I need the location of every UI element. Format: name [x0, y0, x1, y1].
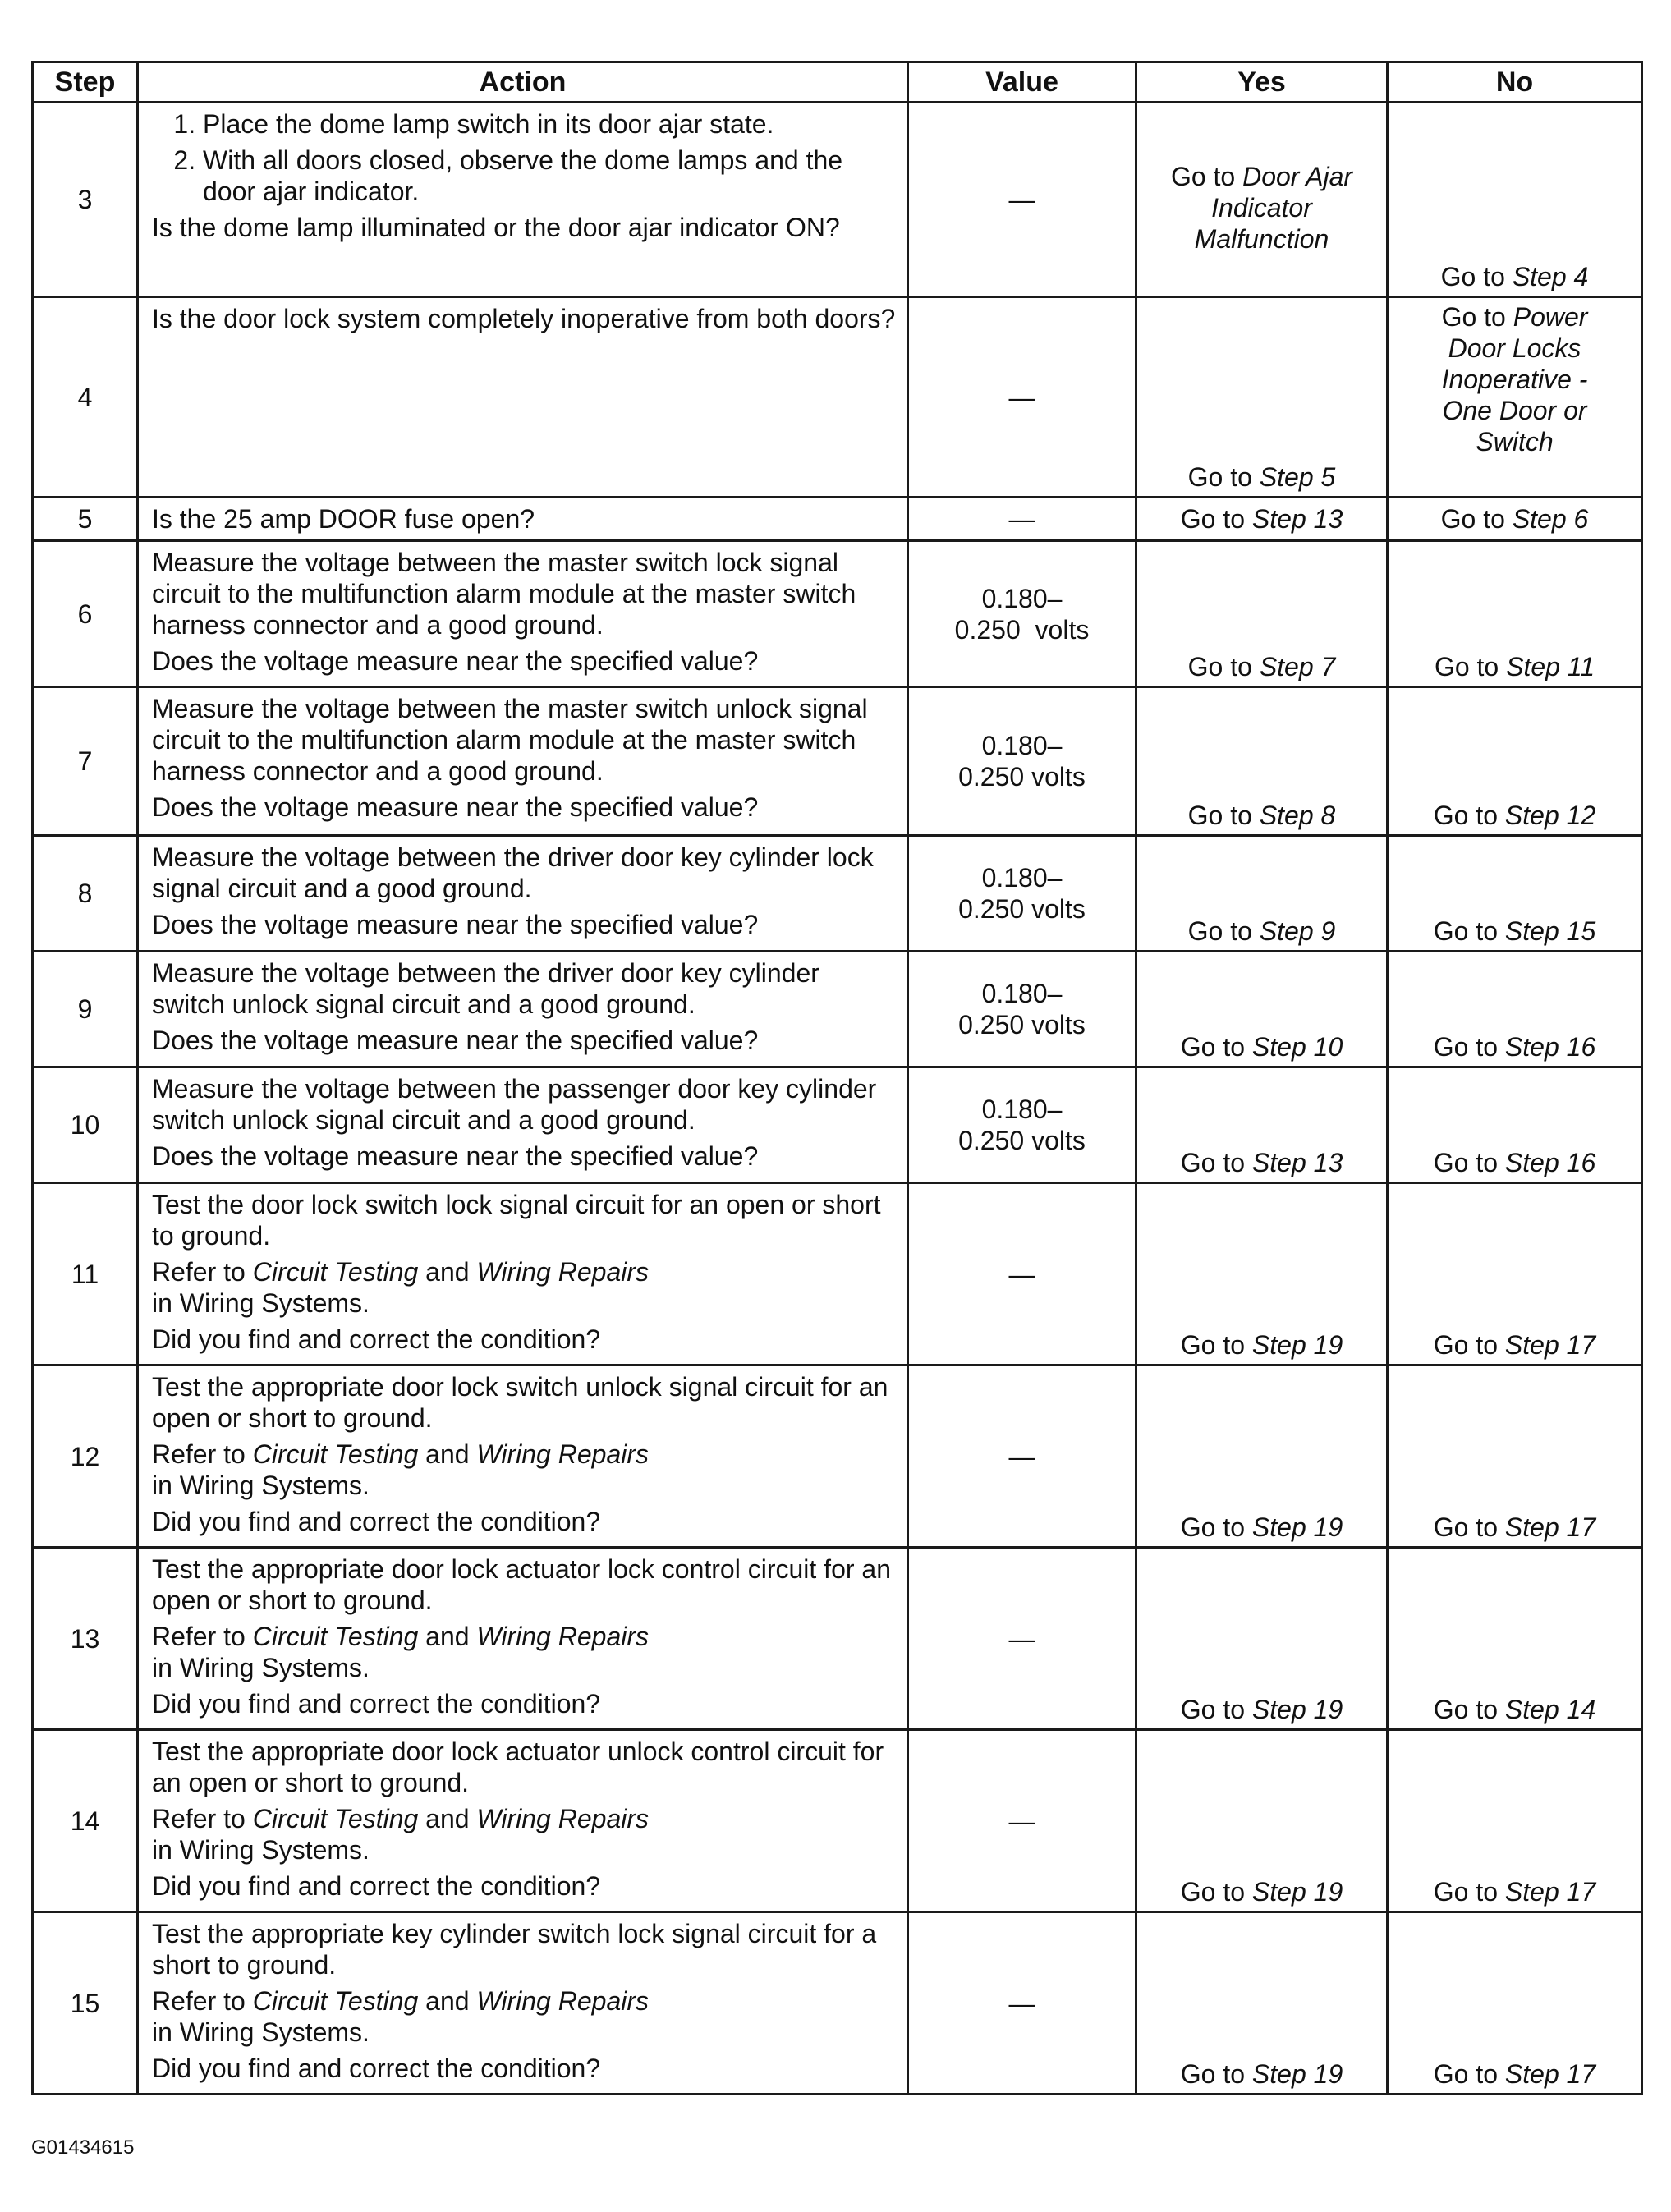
no-result: Go to Step 17	[1433, 1330, 1596, 1360]
table-row	[33, 498, 1642, 541]
value-cell: —	[908, 1548, 1136, 1730]
yes-result: Go to Step 13	[1180, 1148, 1343, 1177]
action-refer: Refer to Circuit Testing and Wiring Repairs in Wiring Systems.	[152, 1804, 649, 1865]
yes-cell	[1136, 1183, 1388, 1365]
no-step-ref: Step 14	[1504, 1695, 1596, 1724]
wiring-repairs-ref: Wiring Repairs	[476, 1804, 649, 1833]
table-row	[33, 1730, 1642, 1912]
no-cell	[1388, 541, 1642, 687]
table-row	[33, 1365, 1642, 1548]
no-result: Go to Step 4	[1440, 262, 1589, 291]
yes-step-ref: Step 9	[1259, 916, 1336, 946]
yes-step-ref: Step 13	[1251, 504, 1343, 534]
table-row	[33, 1912, 1642, 2095]
action-text: Test the appropriate door lock actuator lock control circuit for an open or short to ground.	[152, 1554, 891, 1615]
action-question: Does the voltage measure near the specified value?	[152, 646, 759, 676]
step-number: 15	[33, 1912, 138, 2095]
action-question: Does the voltage measure near the specified value?	[152, 1026, 759, 1055]
no-result: Go to Step 14	[1433, 1695, 1596, 1724]
action-text: Measure the voltage between the driver door key cylinder switch unlock signal circuit and a good ground.	[152, 958, 819, 1019]
no-step-ref: Step 17	[1504, 1512, 1596, 1542]
yes-result: Go to Door Ajar Indicator Malfunction	[1170, 162, 1353, 254]
wiring-repairs-ref: Wiring Repairs	[476, 1439, 649, 1469]
action-text: Measure the voltage between the master switch lock signal circuit to the multifunction alarm module at the master switch harness connector and a good ground.	[152, 548, 856, 640]
value-range-end: 0.250 volts	[954, 614, 1090, 645]
action-refer: Refer to Circuit Testing and Wiring Repairs in Wiring Systems.	[152, 1622, 649, 1682]
no-result: Go to Step 17	[1433, 1512, 1596, 1542]
circuit-testing-ref: Circuit Testing	[252, 1439, 419, 1469]
yes-cell	[1136, 952, 1388, 1067]
yes-cell	[1136, 103, 1388, 297]
no-result: Go to Step 15	[1433, 916, 1596, 946]
yes-step-ref: Step 19	[1251, 1512, 1343, 1542]
action-text: Test the appropriate key cylinder switch lock signal circuit for a short to ground.	[152, 1919, 877, 1980]
value-cell	[908, 836, 1136, 952]
yes-step-ref: Step 19	[1251, 2059, 1343, 2089]
action-question: Is the 25 amp DOOR fuse open?	[152, 504, 535, 534]
no-cell	[1388, 1548, 1642, 1730]
step-number: 9	[33, 952, 138, 1067]
action-text: Measure the voltage between the passenger door key cylinder switch unlock signal circuit and a good ground.	[152, 1074, 877, 1135]
action-question: Does the voltage measure near the specified value?	[152, 792, 759, 822]
header-action: Action	[138, 62, 908, 103]
action-question: Did you find and correct the condition?	[152, 2054, 601, 2083]
yes-result: Go to Step 19	[1180, 1330, 1343, 1360]
table-row	[33, 687, 1642, 836]
no-cell	[1388, 1730, 1642, 1912]
yes-result: Go to Step 19	[1180, 1695, 1343, 1724]
header-no: No	[1388, 62, 1642, 103]
yes-cell: Go to Step 13	[1136, 498, 1388, 541]
value-range-end: 0.250 volts	[958, 1126, 1086, 1155]
action-cell	[138, 1183, 908, 1365]
no-step-ref: Step 6	[1512, 504, 1589, 534]
yes-step-ref: Step 10	[1251, 1032, 1343, 1062]
action-cell	[138, 498, 908, 541]
action-cell	[138, 103, 908, 297]
no-step-ref: Step 12	[1504, 801, 1596, 830]
no-cell	[1388, 952, 1642, 1067]
no-cell	[1388, 836, 1642, 952]
action-question: Did you find and correct the condition?	[152, 1871, 601, 1901]
header-step: Step	[33, 62, 138, 103]
table-row	[33, 103, 1642, 297]
action-cell	[138, 1548, 908, 1730]
step-number: 6	[33, 541, 138, 687]
no-step-ref: Step 16	[1504, 1032, 1596, 1062]
yes-step-ref: Step 19	[1251, 1877, 1343, 1907]
yes-cell	[1136, 1912, 1388, 2095]
diagnostic-table	[31, 61, 1643, 2095]
circuit-testing-ref: Circuit Testing	[252, 1804, 419, 1833]
yes-result: Go to Step 19	[1180, 1512, 1343, 1542]
action-refer: Refer to Circuit Testing and Wiring Repairs in Wiring Systems.	[152, 1257, 649, 1318]
table-row	[33, 1183, 1642, 1365]
no-cell: Go to Step 6	[1388, 498, 1642, 541]
yes-result: Go to Step 10	[1180, 1032, 1343, 1062]
yes-result: Go to Step 8	[1187, 801, 1336, 830]
action-question: Does the voltage measure near the specified value?	[152, 910, 759, 939]
value-cell: —	[908, 1183, 1136, 1365]
action-cell	[138, 541, 908, 687]
step-number: 12	[33, 1365, 138, 1548]
action-cell	[138, 1365, 908, 1548]
value-range-end: 0.250 volts	[958, 1010, 1086, 1039]
step-number: 14	[33, 1730, 138, 1912]
action-refer: Refer to Circuit Testing and Wiring Repairs in Wiring Systems.	[152, 1986, 649, 2047]
action-question: Is the dome lamp illuminated or the door ajar indicator ON?	[152, 213, 840, 242]
yes-cell	[1136, 836, 1388, 952]
figure-id: G01434615	[31, 2136, 135, 2159]
action-list	[152, 108, 898, 207]
no-cell	[1388, 1912, 1642, 2095]
no-result: Go to Step 12	[1433, 801, 1596, 830]
value-cell	[908, 1067, 1136, 1183]
yes-result: Go to Step 9	[1187, 916, 1336, 946]
value-cell	[908, 541, 1136, 687]
value-cell: —	[908, 1912, 1136, 2095]
no-cell	[1388, 1067, 1642, 1183]
action-question: Did you find and correct the condition?	[152, 1689, 601, 1719]
table-row	[33, 836, 1642, 952]
action-cell	[138, 297, 908, 498]
action-cell	[138, 1912, 908, 2095]
no-step-ref: Step 17	[1504, 1330, 1596, 1360]
yes-step-ref: Door Ajar Indicator Malfunction	[1194, 162, 1353, 254]
table-row	[33, 1548, 1642, 1730]
action-cell	[138, 687, 908, 836]
value-cell: —	[908, 498, 1136, 541]
value-range-start: 0.180–	[981, 863, 1063, 893]
no-result: Go to Step 11	[1434, 652, 1595, 681]
yes-cell	[1136, 1730, 1388, 1912]
no-result: Go to Step 16	[1433, 1148, 1596, 1177]
table-header-row	[33, 62, 1642, 103]
step-number: 11	[33, 1183, 138, 1365]
yes-result: Go to Step 19	[1180, 1877, 1343, 1907]
no-cell	[1388, 103, 1642, 297]
no-step-ref: Step 16	[1504, 1148, 1596, 1177]
step-number: 7	[33, 687, 138, 836]
wiring-repairs-ref: Wiring Repairs	[476, 1622, 649, 1651]
yes-result: Go to Step 7	[1187, 652, 1336, 681]
value-cell: —	[908, 1365, 1136, 1548]
no-result: Go to Step 17	[1433, 1877, 1596, 1907]
yes-step-ref: Step 19	[1251, 1330, 1343, 1360]
action-cell	[138, 1730, 908, 1912]
yes-cell	[1136, 1548, 1388, 1730]
no-step-ref: Step 15	[1504, 916, 1596, 946]
yes-cell	[1136, 1365, 1388, 1548]
no-step-ref: Power Door Locks Inoperative - One Door or Switch	[1441, 302, 1588, 457]
action-text: Measure the voltage between the master switch unlock signal circuit to the multifunction alarm module at the master switch harness connector and a good ground.	[152, 694, 868, 786]
action-cell	[138, 1067, 908, 1183]
table-row	[33, 297, 1642, 498]
value-range-start: 0.180–	[981, 979, 1063, 1008]
no-cell	[1388, 297, 1642, 498]
value-cell	[908, 687, 1136, 836]
circuit-testing-ref: Circuit Testing	[252, 1986, 419, 2016]
step-number: 3	[33, 103, 138, 297]
yes-step-ref: Step 5	[1259, 462, 1336, 492]
no-result: Go to Step 16	[1433, 1032, 1596, 1062]
action-text: Test the appropriate door lock actuator unlock control circuit for an open or short to ground.	[152, 1737, 884, 1797]
header-value: Value	[908, 62, 1136, 103]
yes-step-ref: Step 13	[1251, 1148, 1343, 1177]
action-question: Did you find and correct the condition?	[152, 1324, 601, 1354]
no-step-ref: Step 17	[1504, 2059, 1596, 2089]
action-text: Test the door lock switch lock signal circuit for an open or short to ground.	[152, 1190, 881, 1251]
value-range-end: 0.250 volts	[958, 894, 1086, 924]
action-refer: Refer to Circuit Testing and Wiring Repairs in Wiring Systems.	[152, 1439, 649, 1500]
no-result: Go to Power Door Locks Inoperative - One Door or Switch	[1441, 302, 1588, 457]
no-step-ref: Step 4	[1512, 262, 1589, 291]
action-question: Is the door lock system completely inoperative from both doors?	[152, 304, 896, 333]
value-cell: —	[908, 103, 1136, 297]
step-number: 4	[33, 297, 138, 498]
value-range-start: 0.180–	[981, 731, 1063, 760]
action-cell	[138, 952, 908, 1067]
no-step-ref: Step 17	[1504, 1877, 1596, 1907]
no-result: Go to Step 17	[1433, 2059, 1596, 2089]
list-item: 2. With all doors closed, observe the dome lamps and the door ajar indicator.	[203, 145, 898, 207]
value-range-start: 0.180–	[981, 1095, 1063, 1124]
no-step-ref: Step 11	[1506, 652, 1595, 681]
no-cell	[1388, 1183, 1642, 1365]
yes-result: Go to Step 19	[1180, 2059, 1343, 2089]
table-row	[33, 1067, 1642, 1183]
value-range-start: 0.180–	[981, 583, 1063, 613]
yes-cell	[1136, 541, 1388, 687]
step-number: 5	[33, 498, 138, 541]
no-cell	[1388, 687, 1642, 836]
value-cell: —	[908, 1730, 1136, 1912]
yes-step-ref: Step 19	[1251, 1695, 1343, 1724]
wiring-repairs-ref: Wiring Repairs	[476, 1257, 649, 1287]
action-text: Test the appropriate door lock switch unlock signal circuit for an open or short to ground.	[152, 1372, 888, 1433]
yes-result: Go to Step 5	[1187, 462, 1336, 492]
value-cell: —	[908, 297, 1136, 498]
circuit-testing-ref: Circuit Testing	[252, 1257, 419, 1287]
action-text: Measure the voltage between the driver door key cylinder lock signal circuit and a good ground.	[152, 842, 874, 903]
step-number: 8	[33, 836, 138, 952]
yes-cell	[1136, 1067, 1388, 1183]
action-cell	[138, 836, 908, 952]
no-cell	[1388, 1365, 1642, 1548]
yes-step-ref: Step 7	[1259, 652, 1336, 681]
action-question: Does the voltage measure near the specified value?	[152, 1141, 759, 1171]
list-item: 1. Place the dome lamp switch in its door ajar state.	[203, 108, 898, 140]
step-number: 13	[33, 1548, 138, 1730]
step-number: 10	[33, 1067, 138, 1183]
value-cell	[908, 952, 1136, 1067]
circuit-testing-ref: Circuit Testing	[252, 1622, 419, 1651]
yes-step-ref: Step 8	[1259, 801, 1336, 830]
value-range-end: 0.250 volts	[958, 762, 1086, 792]
action-question: Did you find and correct the condition?	[152, 1507, 601, 1536]
yes-cell	[1136, 687, 1388, 836]
table-row	[33, 541, 1642, 687]
wiring-repairs-ref: Wiring Repairs	[476, 1986, 649, 2016]
diagnostic-table-sheet	[31, 61, 1641, 2095]
yes-cell	[1136, 297, 1388, 498]
table-row	[33, 952, 1642, 1067]
header-yes: Yes	[1136, 62, 1388, 103]
